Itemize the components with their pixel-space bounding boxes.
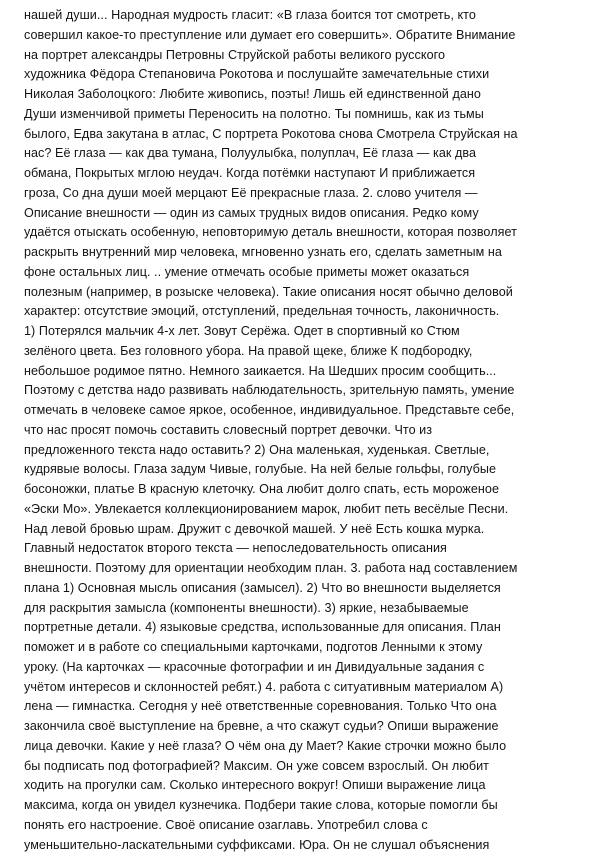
text-line: обмана, Покрытых мглою неудач. Когда потёмки наступают И приближается	[24, 164, 576, 184]
text-line: портретные детали. 4) языковые средства, использованные для описания. План	[24, 618, 576, 638]
text-line: характер: отсутствие эмоций, отступлений, предельная точность, лаконичность.	[24, 302, 576, 322]
text-line: нас? Её глаза — как два тумана, Полуулыбка, полуплач, Её глаза — как два	[24, 144, 576, 164]
text-line: Над левой бровью шрам. Дружит с девочкой машей. У неё Есть кошка мурка.	[24, 520, 576, 540]
text-line: полезным (например, в розыске человека). Такие описания носят обычно деловой	[24, 283, 576, 303]
text-line: для раскрытия замысла (компоненты внешности). 3) яркие, незабываемые	[24, 599, 576, 619]
text-line: внешности. Поэтому для ориентации необходим план. 3. работа над составлением	[24, 559, 576, 579]
text-line: раскрыть внутренний мир человека, мгновенно узнать его, сделать заметным на	[24, 243, 576, 263]
text-line: Поэтому с детства надо развивать наблюдательность, зрительную память, умение	[24, 381, 576, 401]
text-line: предложенного текста надо оставить? 2) Она маленькая, худенькая. Светлые,	[24, 441, 576, 461]
text-line: Главный недостаток второго текста — непоследовательность описания	[24, 539, 576, 559]
text-line: лица девочки. Какие у неё глаза? О чём она ду Мает? Какие строчки можно было	[24, 737, 576, 757]
text-line: максима, когда он увидел кузнечика. Подбери такие слова, которые помогли бы	[24, 796, 576, 816]
text-line: поможет и в работе со специальными карточками, подготов Ленными к этому	[24, 638, 576, 658]
text-line: понять его настроение. Своё описание озаглавь. Употребил слова с	[24, 816, 576, 836]
text-line: «Эски Мо». Увлекается коллекционированием марок, любит петь весёлые Песни.	[24, 500, 576, 520]
text-line: зелёного цвета. Без головного убора. На правой щеке, ближе К подбородку,	[24, 342, 576, 362]
text-line: плана 1) Основная мысль описания (замысел). 2) Что во внешности выделяется	[24, 579, 576, 599]
text-line: былого, Едва закутана в атлас, С портрета Рокотова снова Смотрела Струйская на	[24, 125, 576, 145]
text-line: что нас просят помочь составить словесный портрет девочки. Что из	[24, 421, 576, 441]
text-line: уменьшительно-ласкательными суффиксами. Юра. Он не слушал объяснения	[24, 836, 576, 855]
text-line: Души изменчивой приметы Переносить на полотно. Ты помнишь, как из тьмы	[24, 105, 576, 125]
text-line: закончила своё выступление на бревне, а что скажут судьи? Опиши выражение	[24, 717, 576, 737]
text-line: учётом интересов и склонностей ребят.) 4. работа с ситуативным материалом А)	[24, 678, 576, 698]
text-line: фоне остальных лиц. .. умение отмечать особые приметы может оказаться	[24, 263, 576, 283]
text-line: гроза, Со дна души моей мерцают Её прекрасные глаза. 2. слово учителя —	[24, 184, 576, 204]
text-line: лена — гимнастка. Сегодня у неё ответственные соревнования. Только Что она	[24, 697, 576, 717]
text-line: босоножки, платье В красную клеточку. Она любит долго спать, есть мороженое	[24, 480, 576, 500]
text-line: кудрявые волосы. Глаза задум Чивые, голубые. На ней белые гольфы, голубые	[24, 460, 576, 480]
text-line: уроку. (На карточках — красочные фотографии и ин Дивидуальные задания с	[24, 658, 576, 678]
text-line: бы подписать под фотографией? Максим. Он уже совсем взрослый. Он любит	[24, 757, 576, 777]
text-line: нашей души... Народная мудрость гласит: «В глаза боится тот смотреть, кто	[24, 6, 576, 26]
text-line: 1) Потерялся мальчик 4-х лет. Зовут Серёжа. Одет в спортивный ко Стюм	[24, 322, 576, 342]
text-line: отмечать в человеке самое яркое, особенное, индивидуальное. Представьте себе,	[24, 401, 576, 421]
text-line: удаётся отыскать особенную, неповторимую деталь внешности, которая позволяет	[24, 223, 576, 243]
text-line: совершил какое-то преступление или думает его совершить». Обратите Внимание	[24, 26, 576, 46]
text-line: Описание внешности — один из самых трудных видов описания. Редко кому	[24, 204, 576, 224]
text-line: на портрет александры Петровны Струйской работы великого русского	[24, 46, 576, 66]
text-line: ходить на прогулки сам. Сколько интересного вокруг! Опиши выражение лица	[24, 776, 576, 796]
text-line: Николая Заболоцкого: Любите живопись, поэты! Лишь ей единственной дано	[24, 85, 576, 105]
text-line: небольшое родимое пятно. Немного заикается. На Шедших просим сообщить...	[24, 362, 576, 382]
body-text	[24, 6, 576, 855]
text-line: художника Фёдора Степановича Рокотова и послушайте замечательные стихи	[24, 65, 576, 85]
